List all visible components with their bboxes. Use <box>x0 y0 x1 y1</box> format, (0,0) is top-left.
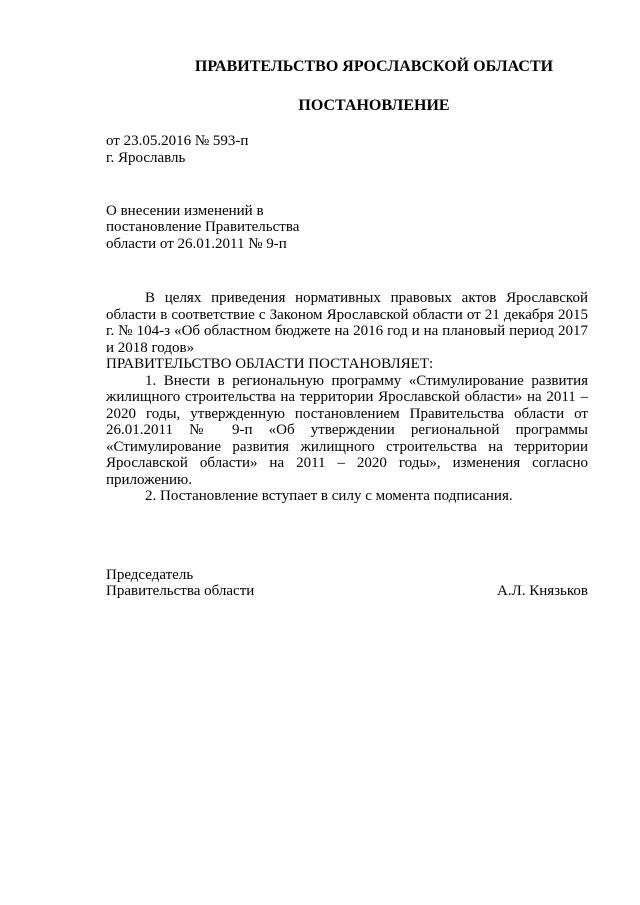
item-2-paragraph: 2. Постановление вступает в силу с момента подписания. <box>145 488 513 504</box>
item-1-paragraph: 1. Внести в региональную программу «Стимулирование развития жилищного строительства на территории Ярославской области» на 2011 – 2020 годы, утвержденную постановлением Правительства области от 26.01.2011 № 9-п «Об утверждении региональной программы «Стимулирование развития жилищного строительства на территории Ярославской области» на 2011 – 2020 годы», изменения согласно приложению. <box>106 372 588 488</box>
body-text <box>106 290 588 505</box>
signer-name: А.Л. Князьков <box>496 583 588 599</box>
preamble-paragraph: В целях приведения нормативных правовых актов Ярославской области в соответствие с Законом Ярославской области от 21 декабря 2015 г. № 104-з «Об областном бюджете на 2016 год и на плановый период 2017 и 2018 годов» <box>106 290 588 356</box>
resolves-line: ПРАВИТЕЛЬСТВО ОБЛАСТИ ПОСТАНОВЛЯЕТ: <box>106 356 434 372</box>
subject-line-1: О внесении изменений в <box>106 203 264 219</box>
subject-line-2: постановление Правительства <box>106 219 300 235</box>
signer-title-line-2: Правительства области <box>106 583 255 599</box>
org-title: ПРАВИТЕЛЬСТВО ЯРОСЛАВСКОЙ ОБЛАСТИ <box>194 58 554 75</box>
subject-line-3: области от 26.01.2011 № 9-п <box>106 236 287 252</box>
doc-type-title: ПОСТАНОВЛЕНИЕ <box>298 97 450 114</box>
city: г. Ярославль <box>106 150 186 166</box>
date-number: от 23.05.2016 № 593-п <box>106 133 249 149</box>
signer-title-line-1: Председатель <box>106 567 194 583</box>
